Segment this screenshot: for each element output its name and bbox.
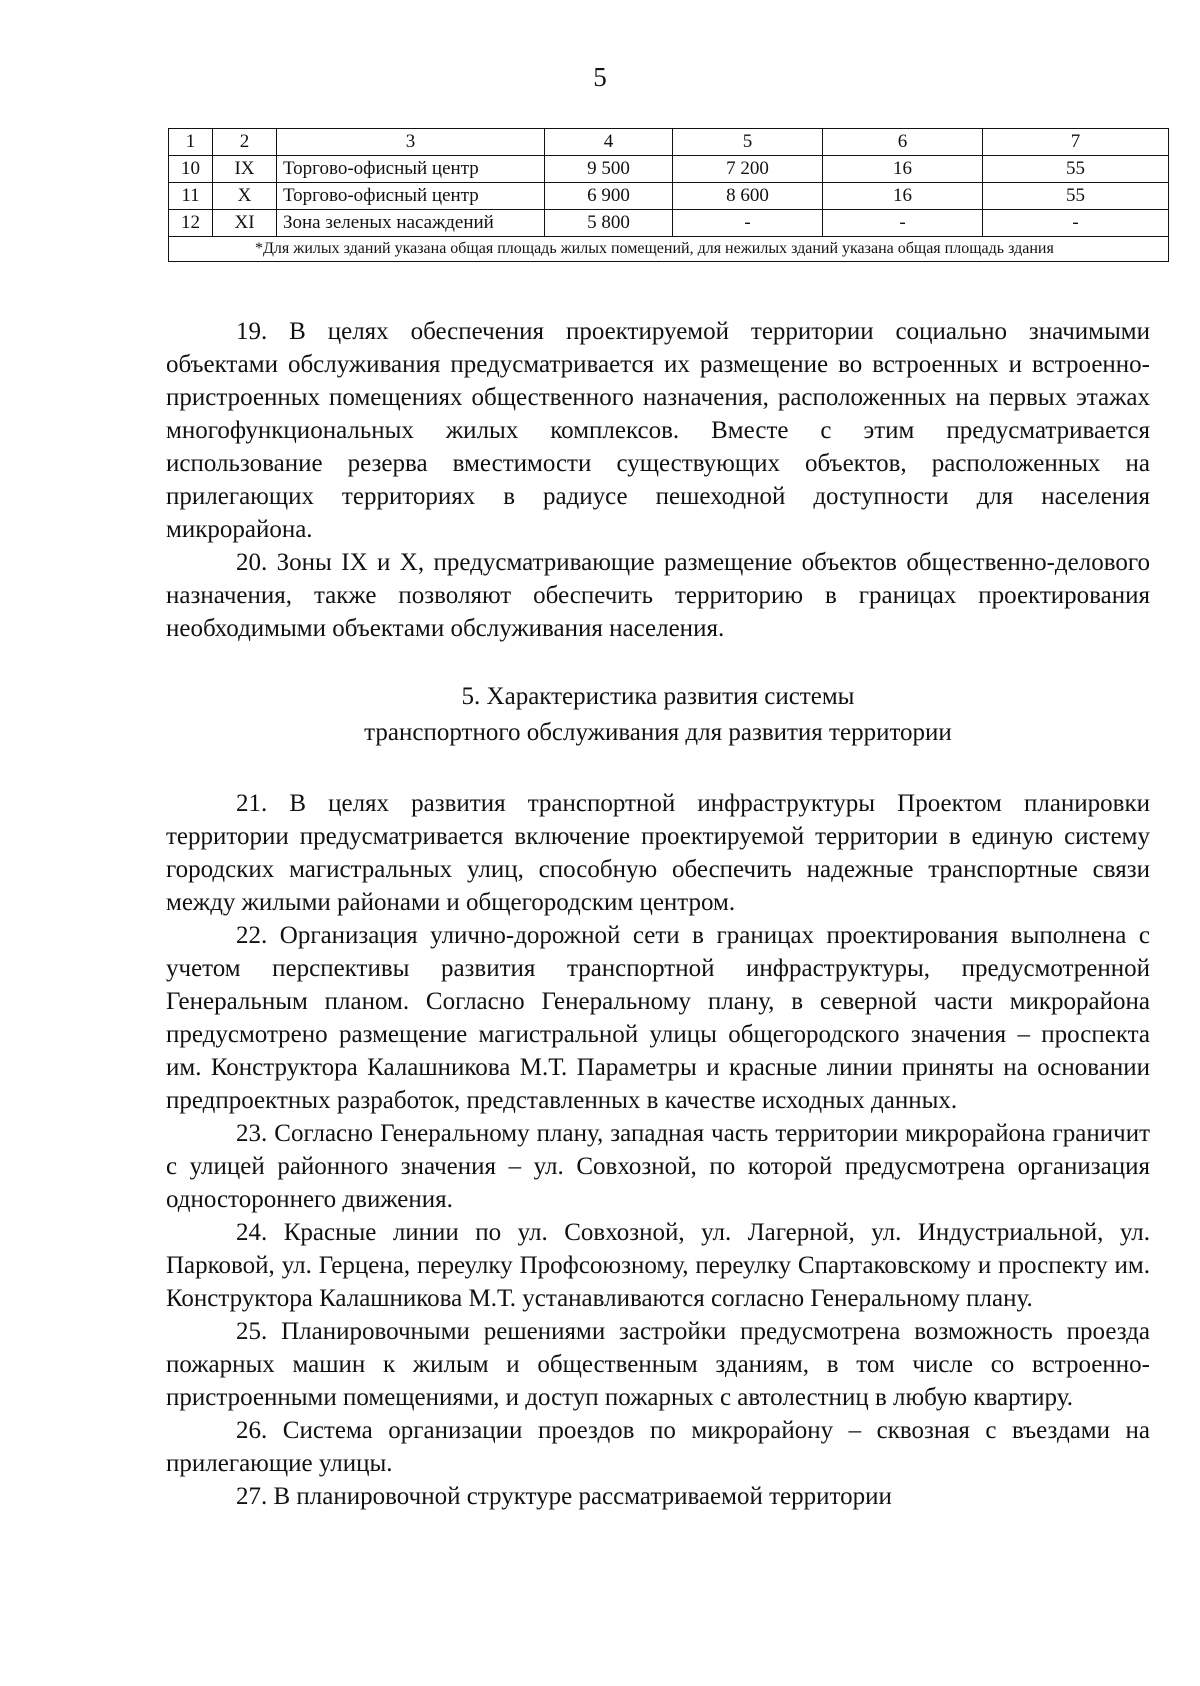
table-cell: X xyxy=(213,183,277,210)
table-header-cell: 6 xyxy=(823,129,983,156)
table-cell: XI xyxy=(213,210,277,237)
table-cell: IX xyxy=(213,156,277,183)
table-row xyxy=(169,183,1169,210)
table-cell: 7 200 xyxy=(673,156,823,183)
table-cell: Торгово-офисный центр xyxy=(277,183,545,210)
table-header-cell: 5 xyxy=(673,129,823,156)
section-heading xyxy=(166,679,1150,751)
table-cell: 55 xyxy=(983,183,1169,210)
document-body xyxy=(166,315,1150,1513)
table-header-cell: 4 xyxy=(545,129,673,156)
paragraph: 25. Планировочными решениями застройки предусмотрена возможность проезда пожарных машин к жилым и общественным зданиям, в том числе со встроенно-пристроенными помещениями, и доступ пожарных с автолестниц в любую квартиру. xyxy=(166,1318,1150,1411)
table-footnote-row xyxy=(169,237,1169,262)
zones-table xyxy=(168,128,1169,262)
paragraph: 27. В планировочной структуре рассматриваемой территории xyxy=(236,1483,892,1510)
table-header-row xyxy=(169,129,1169,156)
table-cell: Торгово-офисный центр xyxy=(277,156,545,183)
table-cell: - xyxy=(823,210,983,237)
section-heading-line: 5. Характеристика развития системы xyxy=(461,683,855,710)
table-cell: 12 xyxy=(169,210,213,237)
table-cell: 11 xyxy=(169,183,213,210)
paragraph: 24. Красные линии по ул. Совхозной, ул. Лагерной, ул. Индустриальной, ул. Парковой, ул. Герцена, переулку Профсоюзному, переулку Спартаковскому и проспекту им. Конструктора Калашникова М.Т. устанавливаются согласно Генеральному плану. xyxy=(166,1219,1150,1312)
table-header-cell: 2 xyxy=(213,129,277,156)
paragraph: 21. В целях развития транспортной инфраструктуры Проектом планировки территории предусматривается включение проектируемой территории в единую систему городских магистральных улиц, способную обеспечить надежные транспортные связи между жилыми районами и общегородским центром. xyxy=(166,790,1150,916)
table-cell: 8 600 xyxy=(673,183,823,210)
table-header-cell: 7 xyxy=(983,129,1169,156)
table-cell: 16 xyxy=(823,156,983,183)
table-row xyxy=(169,210,1169,237)
table-cell: 9 500 xyxy=(545,156,673,183)
table-cell: 5 800 xyxy=(545,210,673,237)
section-heading-line: транспортного обслуживания для развития территории xyxy=(364,719,952,746)
table-cell: 10 xyxy=(169,156,213,183)
paragraph: 19. В целях обеспечения проектируемой территории социально значимыми объектами обслуживания предусматривается их размещение во встроенных и встроенно-пристроенных помещениях общественного назначения, расположенных на первых этажах многофункциональных жилых комплексов. Вместе с этим предусматривается использование резерва вместимости существующих объектов, расположенных на прилегающих территориях в радиусе пешеходной доступности для населения микрорайона. xyxy=(166,318,1150,543)
paragraph: 20. Зоны IX и X, предусматривающие размещение объектов общественно-делового назначения, также позволяют обеспечить территорию в границах проектирования необходимыми объектами обслуживания населения. xyxy=(166,549,1150,642)
table-header-cell: 1 xyxy=(169,129,213,156)
table-cell: Зона зеленых насаждений xyxy=(277,210,545,237)
table-header-cell: 3 xyxy=(277,129,545,156)
table-row xyxy=(169,156,1169,183)
table-cell: 16 xyxy=(823,183,983,210)
table-cell: 6 900 xyxy=(545,183,673,210)
page-number: 5 xyxy=(593,62,607,92)
paragraph: 26. Система организации проездов по микрорайону – сквозная с въездами на прилегающие улицы. xyxy=(166,1417,1150,1477)
table-footnote: *Для жилых зданий указана общая площадь жилых помещений, для нежилых зданий указана общая площадь здания xyxy=(169,237,1169,262)
paragraph: 23. Согласно Генеральному плану, западная часть территории микрорайона граничит с улицей районного значения – ул. Совхозной, по которой предусмотрена организация одностороннего движения. xyxy=(166,1120,1150,1213)
paragraph: 22. Организация улично-дорожной сети в границах проектирования выполнена с учетом перспективы развития транспортной инфраструктуры, предусмотренной Генеральным планом. Согласно Генеральному плану, в северной части микрорайона предусмотрено размещение магистральной улицы общегородского значения – проспекта им. Конструктора Калашникова М.Т. Параметры и красные линии приняты на основании предпроектных разработок, представленных в качестве исходных данных. xyxy=(166,922,1150,1114)
table-cell: - xyxy=(983,210,1169,237)
table-cell: 55 xyxy=(983,156,1169,183)
table-cell: - xyxy=(673,210,823,237)
